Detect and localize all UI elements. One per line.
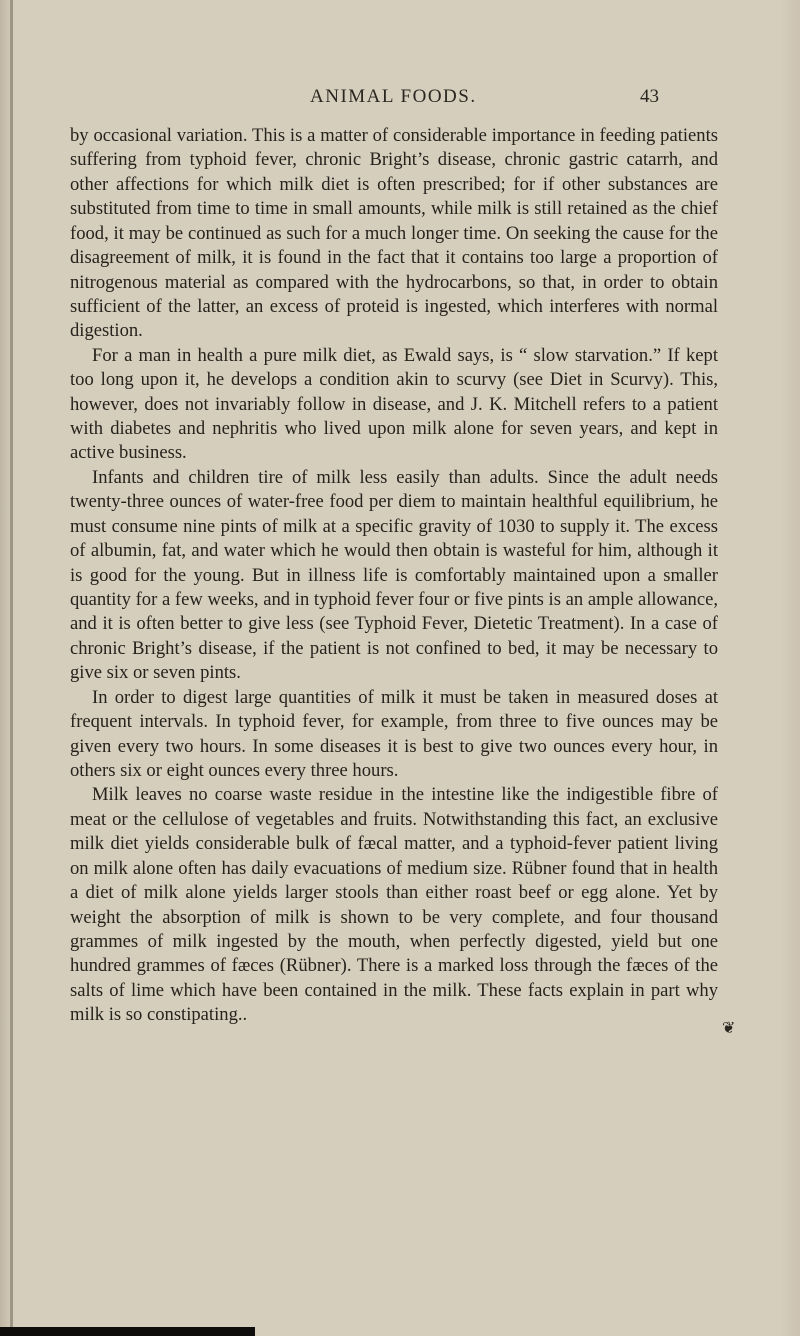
page-number: 43: [640, 86, 659, 107]
paragraph-1: by occasional variation. This is a matter of considerable importance in feeding patients suffering from typhoid fever, chronic Bright’s disease, chronic gastric catarrh, and other affections for which milk diet is often prescribed; for if other substances are substituted from time to time in small amounts, while milk is still retained as the chief food, it may be continued as such for a much longer time. On seeking the cause for the disagreement of milk, it is found in the fact that it contains too large a proportion of nitrogenous material as compared with the hydrocarbons, so that, in order to obtain sufficient of the latter, an excess of proteid is ingested, which interferes with normal digestion.: [70, 125, 718, 342]
paragraph-5: Milk leaves no coarse waste residue in the intestine like the indigestible fibre of meat or the cellulose of vegetables and fruits. Notwithstanding this fact, an exclusive milk diet yields considerable bulk of fæcal matter, and a typhoid-fever patient living on milk alone often has daily evacuations of medium size. Rübner found that in health a diet of milk alone yields larger stools than either roast beef or egg alone. Yet by weight the absorption of milk is shown to be very complete, and four thousand grammes of milk ingested by the mouth, when perfectly digested, yield but one hundred grammes of fæces (Rübner). There is a marked loss through the fæces of the salts of lime which have been contained in the milk. These facts explain in part why milk is so constipating..: [70, 784, 718, 1026]
paragraph-3: Infants and children tire of milk less easily than adults. Since the adult needs twenty-three ounces of water-free food per diem to maintain healthful equilibrium, he must consume nine pints of milk at a specific gravity of 1030 to supply it. The excess of albumin, fat, and water which he would then obtain is wasteful for him, although it is good for the young. But in illness life is comfortably maintained upon a smaller quantity for a few weeks, and in typhoid fever four or five pints is an ample allowance, and it is often better to give less (see Typhoid Fever, Dietetic Treatment). In a case of chronic Bright’s disease, if the patient is not confined to bed, it may be necessary to give six or seven pints.: [70, 466, 718, 684]
running-head: ANIMAL FOODS.: [310, 86, 477, 107]
paragraph-4: In order to digest large quantities of milk it must be taken in measured doses at frequent intervals. In typhoid fever, for example, from three to five ounces may be given every two hours. In some diseases it is best to give two ounces every hour, in others six or eight ounces every three hours.: [70, 686, 718, 781]
body-text: [70, 124, 718, 1028]
paragraph-2: For a man in health a pure milk diet, as Ewald says, is “ slow starvation.” If kept too long upon it, he develops a condition akin to scurvy (see Diet in Scurvy). This, however, does not invariably follow in disease, and J. K. Mitchell refers to a patient with diabetes and nephritis who lived upon milk alone for seven years, and kept in active business.: [70, 344, 718, 464]
page-header: [0, 86, 800, 116]
margin-ornament-icon: ❦: [722, 1020, 736, 1037]
page-spine-shadow: [10, 0, 13, 1336]
bottom-edge-bar: [0, 1327, 255, 1336]
